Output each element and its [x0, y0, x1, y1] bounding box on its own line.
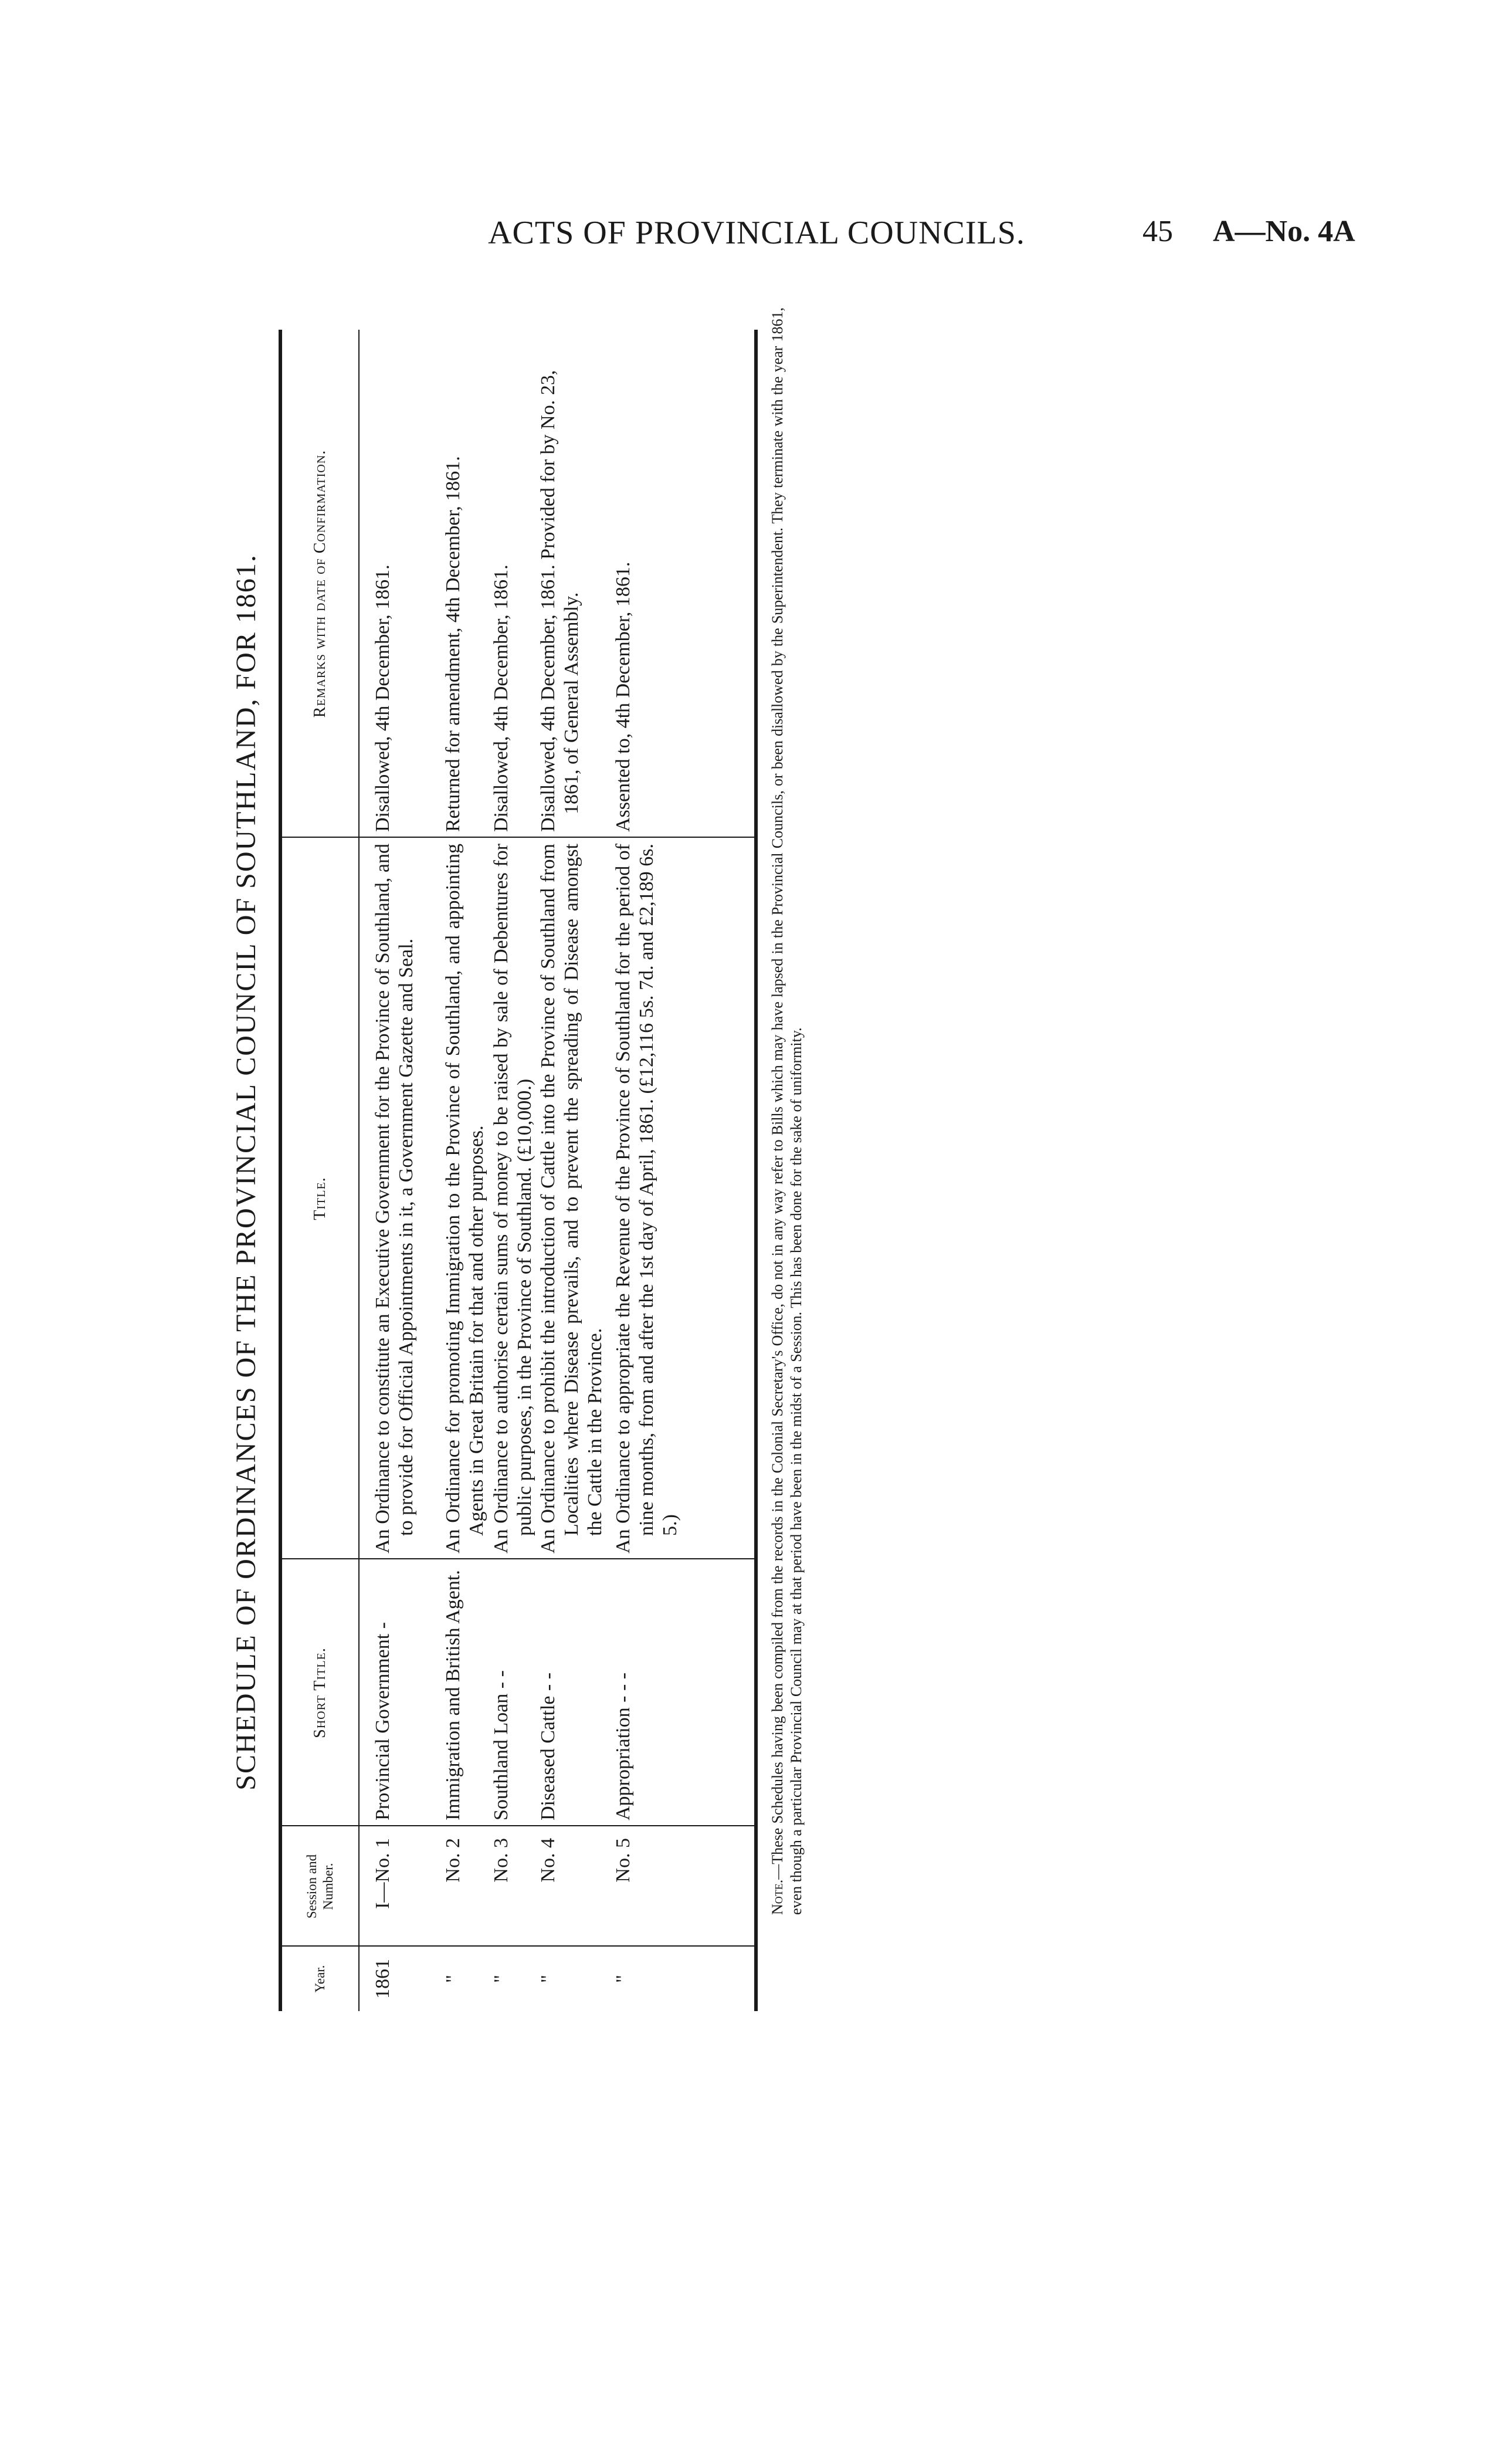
row-year: 1861	[372, 1959, 394, 1999]
row-year: "	[612, 1975, 634, 1983]
row-number: I—No. 1	[372, 1838, 394, 1909]
header-remarks: Remarks with date of Confirmation.	[311, 449, 329, 718]
note-label: Note.	[769, 1879, 786, 1915]
row-title: An Ordinance for promoting Immigration to the Province of Southland, and appointing Agents in Great Britain for that and other purposes.	[442, 844, 487, 1553]
row-year: "	[442, 1975, 464, 1983]
row-number: No. 5	[612, 1838, 634, 1883]
row-short-title: Diseased Cattle - -	[537, 1672, 559, 1820]
header-year: Year.	[313, 1965, 327, 1993]
page-number: 45	[1142, 215, 1173, 248]
row-remarks: Disallowed, 4th December, 1861.	[490, 564, 512, 832]
header-short-title: Short Title.	[311, 1647, 329, 1738]
row-title: An Ordinance to constitute an Executive Government for the Province of Southland, and to provide for Official Appointments in it, a Government Gazette and Seal.	[372, 844, 417, 1553]
row-number: No. 3	[490, 1838, 512, 1883]
row-number: No. 2	[442, 1838, 464, 1883]
note-text: —These Schedules having been compiled from the records in the Colonial Secretary's Office, do not in any way refer to Bills which may have lapsed in the Provincial Councils, or been disallowed by the Superintendent. They terminate with the year 1861, even though a particular Provincial Council may at that period have been in the midst of a Session. This has been done for the sake of uniformity.	[769, 307, 805, 1915]
row-remarks: Returned for amendment, 4th December, 1861.	[442, 456, 464, 832]
row-short-title: Provincial Government -	[372, 1622, 394, 1820]
row-year: "	[490, 1975, 512, 1983]
paper-number: A—No. 4A	[1213, 215, 1355, 248]
row-remarks: Disallowed, 4th December, 1861. Provided for by No. 23, 1861, of General Assembly.	[537, 370, 582, 832]
header-session: Session and Number.	[304, 1854, 335, 1919]
row-title: An Ordinance to authorise certain sums of money to be raised by sale of Debentures for public purposes, in the Province of Southland. (£10,000.)	[490, 844, 535, 1553]
column-rule	[282, 1825, 754, 1826]
row-title: An Ordinance to appropriate the Revenue of the Province of Southland for the period of nine months, from and after the 1st day of April, 1861. (£12,116 5s. 7d. and £2,189 6s. 5.)	[612, 844, 681, 1553]
row-number: No. 4	[537, 1838, 559, 1883]
running-title: ACTS OF PROVINCIAL COUNCILS.	[488, 215, 1025, 251]
header-title: Title.	[311, 1177, 329, 1220]
row-year: "	[537, 1975, 559, 1983]
row-short-title: Appropriation - - -	[612, 1672, 634, 1820]
ordinance-table	[279, 330, 758, 2011]
schedule-title: SCHEDULE OF ORDINANCES OF THE PROVINCIAL COUNCIL OF SOUTHLAND, FOR 1861.	[230, 554, 262, 1791]
footnote	[768, 307, 806, 1915]
row-remarks: Assented to, 4th December, 1861.	[612, 561, 634, 832]
row-short-title: Southland Loan - -	[490, 1670, 512, 1820]
table-header-row	[282, 330, 360, 2011]
schedule-sheet	[223, 283, 856, 2062]
row-title: An Ordinance to prohibit the introduction of Cattle into the Province of Southland from Localities where Disease prevails, and to prevent the spreading of Disease amongst the Cattle in the Province.	[537, 844, 606, 1553]
row-remarks: Disallowed, 4th December, 1861.	[372, 564, 394, 832]
column-rule	[282, 1945, 754, 1947]
row-short-title: Immigration and British Agent.	[442, 1570, 464, 1820]
